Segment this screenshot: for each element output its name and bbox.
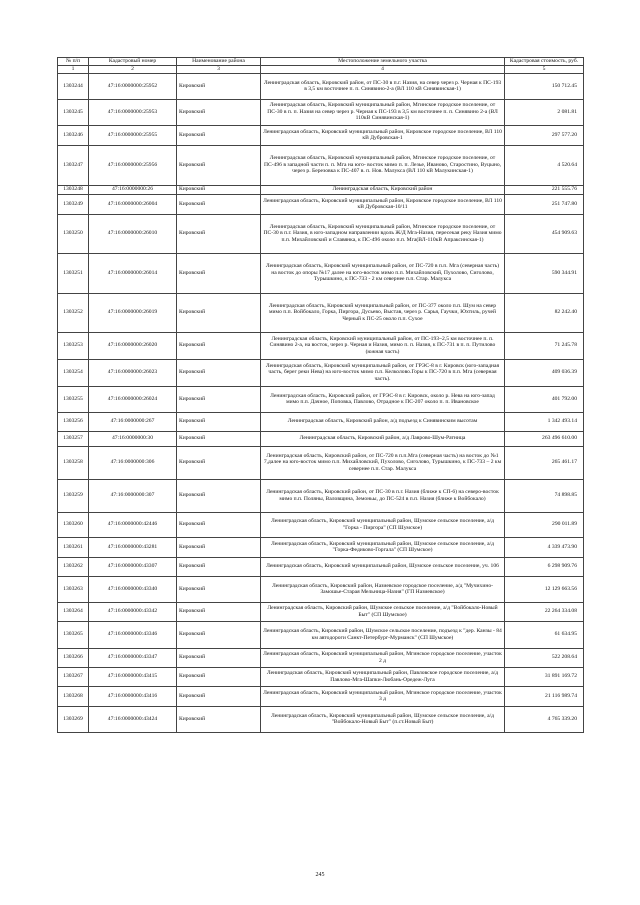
cadastral-number: 47:16:0000000:43424 [89,706,177,732]
table-row [58,512,584,537]
row-index: 1303245 [58,99,89,125]
cadastral-number: 47:16:0000000:26019 [89,293,177,332]
cadastral-table [57,57,584,733]
table-row [58,602,584,621]
row-index: 1303247 [58,145,89,185]
cadastral-value: 221 555.76 [505,185,584,194]
table-row [58,386,584,412]
row-index: 1303265 [58,621,89,648]
district-name: Кировский [177,359,261,386]
row-index: 1303244 [58,73,89,99]
district-name: Кировский [177,431,261,446]
header-index: № п/п [58,58,89,66]
district-name: Кировский [177,125,261,145]
cadastral-number: 47:16:0000000:26010 [89,214,177,253]
location-text: Ленинградская область, Кировский район [261,185,505,194]
table-row [58,359,584,386]
location-text: Ленинградская область, Кировский муниципальный район, Мгинское городское поселение, участок 2 д [261,648,505,667]
table-row [58,185,584,194]
district-name: Кировский [177,446,261,479]
cadastral-value: 61 634.95 [505,621,584,648]
location-text: Ленинградская область, Кировский муниципальный район, от ГРЭС-8 в г. Кировск (юго-западная часть, берег реки Нева) на юго-восток мимо п.п. Келколово.Горы к ПС-720 в п.п. Мга (северная часть). [261,359,505,386]
cadastral-number: 47:16:0000000:43346 [89,621,177,648]
district-name: Кировский [177,648,261,667]
cadastral-number: 47:16:0000000:43416 [89,686,177,706]
row-index: 1303246 [58,125,89,145]
row-index: 1303263 [58,576,89,602]
header-cadastral-value: Кадастровая стоимость, руб. [505,58,584,66]
row-index: 1303268 [58,686,89,706]
cadastral-number: 47:16:0000000:43340 [89,576,177,602]
cadastral-value: 265 461.17 [505,446,584,479]
row-index: 1303262 [58,557,89,576]
district-name: Кировский [177,99,261,125]
location-text: Ленинградская область, Кировский муниципальный район, Мгинское городское поселение, от ПС-30 в п.г. Назия, в юго-западном направлении вдоль Ж/Д Мга-Назия, пересекая реку Назия мимо п.п. Михайловский и Славянка, к ПС-496 около п.п. Мга(ВЛ-110кВ Апраксинская-1) [261,214,505,253]
location-text: Ленинградская область, Кировский муниципальный район, Кировское городское поселение, ВЛ 110 кВ Дубровская-10/11 [261,194,505,214]
table-row [58,479,584,512]
cadastral-value: 31 891 169.72 [505,667,584,686]
location-text: Ленинградская область, Кировский район, от ПС-30 в п.г. Назия, на север через р. Черная к ПС-193 в 3,5 км восточнее п. п. Синявино-2-а (ВЛ 110 кВ Синявинская-1) [261,73,505,99]
location-text: Ленинградская область, Кировский муниципальный район, Мгинское городское поселение, участок 3 д [261,686,505,706]
cadastral-value: 82 242.40 [505,293,584,332]
cadastral-value: 21 116 989.74 [505,686,584,706]
district-name: Кировский [177,706,261,732]
district-name: Кировский [177,73,261,99]
cadastral-value: 150 712.45 [505,73,584,99]
document-page [57,57,583,733]
location-text: Ленинградская область, Кировский муниципальный район, Шумское сельское поселение, уч. 106 [261,557,505,576]
location-text: Ленинградская область, Кировский район, Шумское сельское поселение, подъезд к "дер. Канзы - 84 км автодороги Санкт-Петербург-Мурманск" (СП Шумское) [261,621,505,648]
district-name: Кировский [177,214,261,253]
cadastral-value: 454 909.63 [505,214,584,253]
table-row [58,648,584,667]
location-text: Ленинградская область, Кировский муниципальный район, Кировское городское поселение, ВЛ 110 кВ Дубровская-1 [261,125,505,145]
column-number: 1 [58,66,89,74]
table-row [58,214,584,253]
cadastral-number: 47:16:0000000:43347 [89,648,177,667]
district-name: Кировский [177,253,261,293]
cadastral-number: 47:16:0000000:25956 [89,145,177,185]
district-name: Кировский [177,576,261,602]
cadastral-value: 251 747.80 [505,194,584,214]
cadastral-value: 71 245.78 [505,332,584,359]
cadastral-number: 47:16:0000000:267 [89,412,177,431]
row-index: 1303259 [58,479,89,512]
location-text: Ленинградская область, Кировский муниципальный район, Шумское сельское поселение, а/д "Горка - Пиргора" (СП Шумское) [261,512,505,537]
district-name: Кировский [177,332,261,359]
location-text: Ленинградская область, Кировский район, Шумское сельское поселение, а/д "Войбокало-Новый Быт" (СП Шумское) [261,602,505,621]
header-location: Местоположение земельного участка [261,58,505,66]
table-row [58,99,584,125]
cadastral-value: 290 011.89 [505,512,584,537]
district-name: Кировский [177,386,261,412]
row-index: 1303250 [58,214,89,253]
cadastral-number: 47:16:0000000:43415 [89,667,177,686]
table-row [58,125,584,145]
location-text: Ленинградская область, Кировский район, от ГРЭС-8 в г. Кировск, около р. Нева на юго-запад мимо п.п. Дачное, Поповка, Павлово, Отрадное к ПС-207 около п. п. Ивановское [261,386,505,412]
district-name: Кировский [177,621,261,648]
cadastral-number: 47:16:0000000:25953 [89,99,177,125]
column-number: 3 [177,66,261,74]
cadastral-number: 47:16:0000000:43307 [89,557,177,576]
district-name: Кировский [177,185,261,194]
table-row [58,557,584,576]
cadastral-number: 47:16:0000000:26 [89,185,177,194]
header-district: Наименование района [177,58,261,66]
table-row [58,73,584,99]
table-row [58,412,584,431]
cadastral-value: 1 342 493.14 [505,412,584,431]
cadastral-number: 47:16:0000000:42446 [89,512,177,537]
cadastral-value: 4 765 339.20 [505,706,584,732]
cadastral-value: 297 577.20 [505,125,584,145]
cadastral-value: 401 792.00 [505,386,584,412]
district-name: Кировский [177,194,261,214]
column-number-row [58,66,584,74]
row-index: 1303266 [58,648,89,667]
district-name: Кировский [177,686,261,706]
location-text: Ленинградская область, Кировский муниципальный район, Павловское городское поселение, а/д Павлово-Мга-Шапки-Любань-Оредеж-Луга [261,667,505,686]
location-text: Ленинградская область, Кировский район, Назиевское городское поселение, а/д "Мучихино-Замошье-Старая Мельница-Назия" (ГП Назиевское) [261,576,505,602]
district-name: Кировский [177,479,261,512]
cadastral-value: 409 036.39 [505,359,584,386]
cadastral-value: 2 081.81 [505,99,584,125]
header-row [58,58,584,66]
location-text: Ленинградская область, Кировский район, а/д подъезд к Синявинским высотам [261,412,505,431]
cadastral-value: 6 298 909.76 [505,557,584,576]
row-index: 1303257 [58,431,89,446]
column-number: 5 [505,66,584,74]
table-row [58,293,584,332]
header-cadastral-number: Кадастровый номер [89,58,177,66]
row-index: 1303254 [58,359,89,386]
row-index: 1303251 [58,253,89,293]
location-text: Ленинградская область, Кировский муниципальный район, Мгинское городское поселение, от ПС-496 в западной части п. п. Мга на юго- восток мимо п. п. Лезье, Иваново, Старостино, Вуцыно, через р. Березовка к ПС-407 в. п. Нов. Малукса (ВЛ 110 кВ Малукинская-1) [261,145,505,185]
district-name: Кировский [177,293,261,332]
table-row [58,537,584,557]
row-index: 1303267 [58,667,89,686]
row-index: 1303264 [58,602,89,621]
location-text: Ленинградская область, Кировский район, от ПС-720 в п.п.Мга (северная часть) на восток до №1 7,далее на юго-восток мимо п.п. Михайловский, Пухолово, Сиголово, Турышкино, к ПС-733 – 2 км севернее п.п. Стар. Малукса [261,446,505,479]
table-row [58,446,584,479]
location-text: Ленинградская область, Кировский муниципальный район, от ПС-377 около п.п. Шум на север мимо п.п. Войбокало, Горка, Пиргора, Дусьево, Выстав, через р. Сарья, Гаучки, Юхтиль, ручей Черный к ПС-25 около п.п. Сухое [261,293,505,332]
cadastral-number: 47:16:0000000:30 [89,431,177,446]
cadastral-value: 263 496 610.00 [505,431,584,446]
cadastral-value: 4 520.64 [505,145,584,185]
table-row [58,145,584,185]
district-name: Кировский [177,412,261,431]
location-text: Ленинградская область, Кировский район, от ПС-30 в п.г. Назия (ближе к СП-6) на северо-восток мимо п.п. Поляны, Валовщина, Земоньы, до ПС-524 в п.п. Назия (ближе к Войбокало) [261,479,505,512]
cadastral-number: 47:16:0000000:306 [89,446,177,479]
cadastral-number: 47:16:0000000:307 [89,479,177,512]
table-row [58,332,584,359]
cadastral-value: 590 344.91 [505,253,584,293]
district-name: Кировский [177,537,261,557]
page-number: 245 [315,872,325,878]
district-name: Кировский [177,512,261,537]
location-text: Ленинградская область, Кировский муниципальный район, Шумское сельское поселение, а/д "Горка-Федиково-Горгала" (СП Шумское) [261,537,505,557]
cadastral-value: 74 898.85 [505,479,584,512]
cadastral-value: 522 208.64 [505,648,584,667]
row-index: 1303256 [58,412,89,431]
cadastral-value: 12 129 663.56 [505,576,584,602]
cadastral-number: 47:16:0000000:26024 [89,386,177,412]
row-index: 1303253 [58,332,89,359]
cadastral-number: 47:16:0000000:25955 [89,125,177,145]
table-row [58,431,584,446]
cadastral-number: 47:16:0000000:43342 [89,602,177,621]
cadastral-number: 47:16:0000000:26023 [89,359,177,386]
row-index: 1303258 [58,446,89,479]
cadastral-number: 47:16:0000000:26004 [89,194,177,214]
row-index: 1303248 [58,185,89,194]
row-index: 1303261 [58,537,89,557]
row-index: 1303255 [58,386,89,412]
location-text: Ленинградская область, Кировский муниципальный район, Мгинское городское поселение, от ПС-30 в п. п. Назия на север через р. Черная к ПС-193 в 3,5 км восточнее п. п. Синявино 2-а (ВЛ 110кВ Синявинская-1) [261,99,505,125]
district-name: Кировский [177,145,261,185]
location-text: Ленинградская область, Кировский муниципальный район, от ПС-193~2,5 км восточнее п. п. Синявино 2-а, на восток, через р. Черная и Назия, мимо п. п. Назия, к ПС-731 в п. п. Путилово (южная часть) [261,332,505,359]
row-index: 1303249 [58,194,89,214]
cadastral-value: 4 339 473.90 [505,537,584,557]
row-index: 1303269 [58,706,89,732]
cadastral-number: 47:16:0000000:26020 [89,332,177,359]
column-number: 2 [89,66,177,74]
table-row [58,686,584,706]
row-index: 1303260 [58,512,89,537]
district-name: Кировский [177,667,261,686]
table-row [58,576,584,602]
row-index: 1303252 [58,293,89,332]
district-name: Кировский [177,602,261,621]
cadastral-number: 47:16:0000000:43281 [89,537,177,557]
cadastral-value: 22 264 334.08 [505,602,584,621]
table-row [58,253,584,293]
cadastral-number: 47:16:0000000:25952 [89,73,177,99]
column-number: 4 [261,66,505,74]
location-text: Ленинградская область, Кировский муниципальный район, Шумское сельское поселение, а/д "Войбокало-Новый Быт" (п.ст.Новый Быт) [261,706,505,732]
location-text: Ленинградская область, Кировский район, а/д Лаврово-Шум-Ратница [261,431,505,446]
table-row [58,706,584,732]
district-name: Кировский [177,557,261,576]
table-row [58,194,584,214]
table-row [58,667,584,686]
cadastral-number: 47:16:0000000:26014 [89,253,177,293]
location-text: Ленинградская область, Кировский муниципальный район, от ПС-720 в п.п. Мга (северная часть) на восток до опоры №17 далее на юго-восток мимо п.п. Михайловский, Пухолово, Сиголово, Турышкино, к ПС-733 - 2 км севернее п.п. Стар. Малукса [261,253,505,293]
table-row [58,621,584,648]
